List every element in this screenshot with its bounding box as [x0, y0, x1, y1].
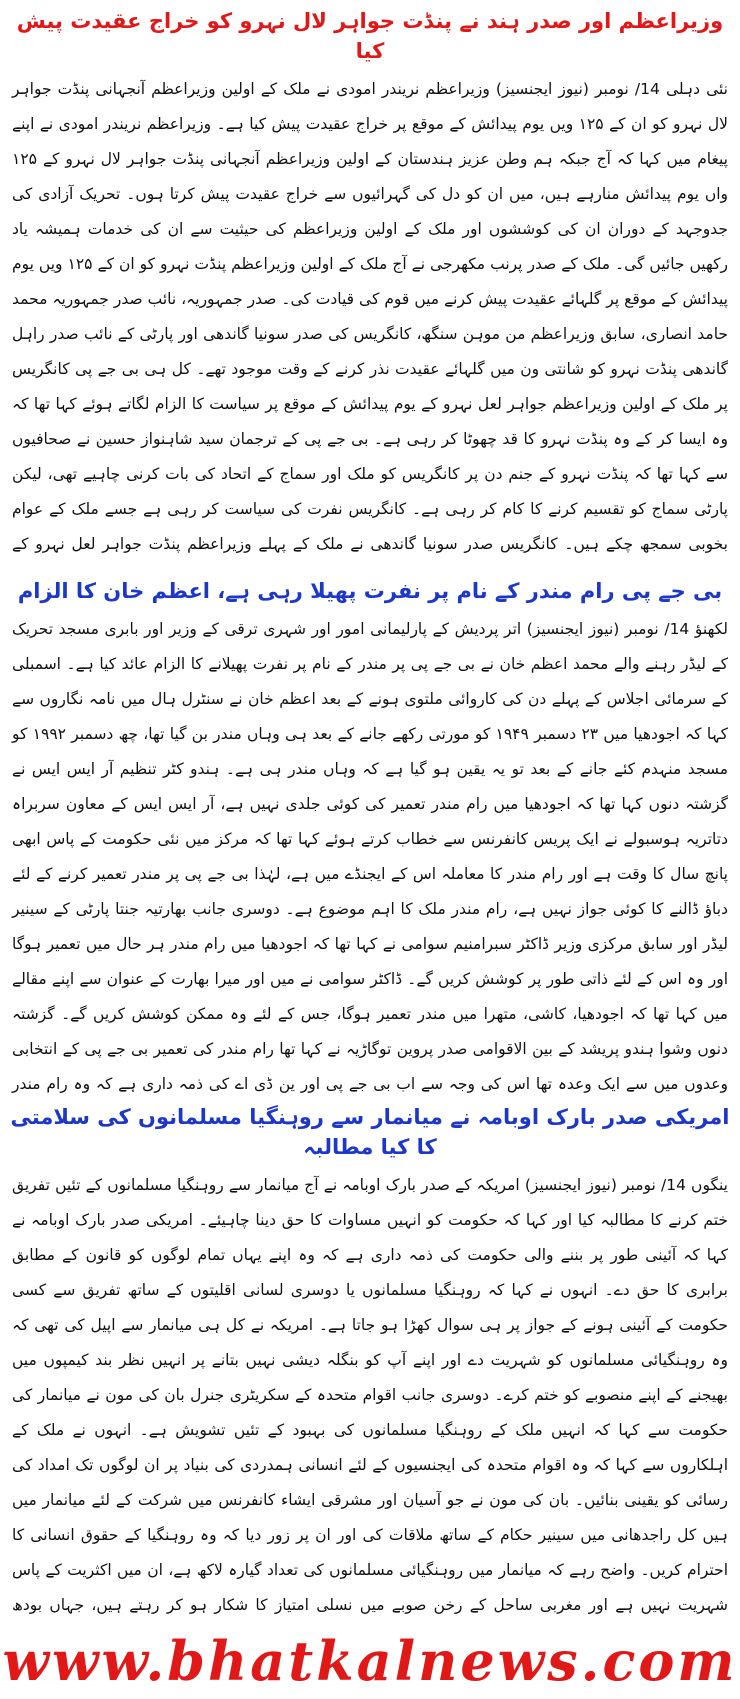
article-headline: امریکی صدر بارک اوبامہ نے میانمار سے روہنگیا مسلمانوں کی سلامتی کا کیا مطالبہ [10, 1105, 730, 1159]
article-azam-khan [10, 576, 730, 1096]
site-url-watermark: www.bhatkalnews.com [2, 1629, 738, 1693]
article-body: ینگوں 14/ نومبر (نیوز ایجنسیز) امریکہ کے صدر بارک اوبامہ نے آج میانمار سے روہنگیا مسلمانوں کے تئیں تفریق ختم کرنے کا مطالبہ کیا اور کہا کہ حکومت کو انہیں مساوات کا حق دینا چاہیئے۔ امریکی صدر بارک اوبامہ نے کہا کہ آئینی طور پر بننے والی حکومت کی ذمہ داری ہے کہ وہ اپنے یہاں تمام لوگوں کو قانون کے مطابق برابری کا حق دے۔ انہوں نے کہا کہ روہنگیا مسلمانوں یا دوسری لسانی اقلیتوں کے ساتھ تفریق سے کسی حکومت کے آئینی ہونے کے جواز پر ہی سوال کھڑا ہو جاتا ہے۔ امریکہ نے کل ہی میانمار سے اپیل کی تھی کہ وہ روہنگیائی مسلمانوں کو شہریت دے اور اپنے آپ کو بنگلہ دیشی نہیں بتانے پر انہیں نظر بند کیمپوں میں بھیجنے کے اپنے منصوبے کو ختم کرے۔ دوسری جانب اقوام متحدہ کے سکریٹری جنرل بان کی مون نے میانمار کی حکومت سے کہا کہ انہیں ملک کے روہنگیا مسلمانوں کی بہبود کے تئیں تشویش ہے۔ انہوں نے ملک کے اہلکاروں سے کہا کہ وہ اقوام متحدہ کی ایجنسیوں کے لئے انسانی ہمدردی کی بنیاد پر ان لوگوں تک امداد کی رسائی کو یقینی بنائیں۔ بان کی مون نے جو آسیان اور مشرقی ایشاء کانفرنس میں شرکت کے لئے میانمار میں ہیں کل راجدھانی میں سینیر حکام کے ساتھ ملاقات کی اور ان پر زور دیا کہ وہ روہنگیا کے حقوق انسانی کا احترام کریں۔ واضح رہے کہ میانمار میں روہنگیائی مسلمانوں کی تعداد گیارہ لاکھ ہے، ان میں اکثریت کے پاس شہریت نہیں ہے اور مغربی ساحل کے رخن صوبے میں نسلی امتیاز کا شکار ہو کر رہتے ہیں، جہاں بودھ [12, 1176, 728, 1614]
article-headline: وزیراعظم اور صدر ہند نے پنڈت جواہر لال نہرو کو خراج عقیدت پیش کیا [16, 9, 724, 63]
article-body: لکھنؤ 14/ نومبر (نیوز ایجنسیز) اتر پردیش کے پارلیمانی امور اور شہری ترقی کے وزیر اور بابری مسجد تحریک کے لیڈر رہنے والے محمد اعظم خان نے بی جے پی پر مندر کے نام پر نفرت پھیلانے کا الزام عائد کیا ہے۔ اسمبلی کے سرمائی اجلاس کے پہلے دن کی کاروائی ملتوی ہونے کے بعد اعظم خان نے سنٹرل ہال میں نامہ نگاروں سے کہا کہ اجودھیا میں ۲۳ دسمبر ۱۹۴۹ کو مورتی رکھے جانے کے بعد ہی وہاں مندر بن گیا تھا، چھ دسمبر ۱۹۹۲ کو مسجد منہدم کئے جانے کے بعد تو یہ یقین ہو گیا ہے کہ وہاں مندر ہی ہے۔ ہندو کٹر تنظیم آر ایس ایس نے گزشتہ دنوں کہا تھا کہ اجودھیا میں رام مندر تعمیر کی کوئی جلدی نہیں ہے، آر ایس ایس کے معاون سربراہ دتاتریہ ہوسبولے نے ایک پریس کانفرنس سے خطاب کرتے ہوئے کہا تھا کہ مرکز میں نئی حکومت کے پاس ابھی پانچ سال کا وقت ہے اور رام مندر کا معاملہ اس کے ایجنڈے میں ہے، لہٰذا بی جے پی پر مندر تعمیر کرنے کے لئے دباؤ ڈالنے کا کوئی جواز نہیں ہے، رام مندر ملک کا اہم موضوع ہے۔ دوسری جانب بھارتیہ جنتا پارٹی کے سینیر لیڈر اور سابق مرکزی وزیر ڈاکٹر سبرامنیم سوامی نے کہا تھا کہ اجودھیا میں رام مندر ہر حال میں تعمیر ہوگا اور وہ اس کے لئے ذاتی طور پر کوشش کریں گے۔ ڈاکٹر سوامی نے میں اور میرا بھارت کے عنوان سے اپنے مقالے میں کہا تھا کہ اجودھیا، کاشی، متھرا میں مندر تعمیر ہوگا، جس کے لئے وہ ممکن کوشش کریں گے۔ گزشتہ دنوں وشوا ہندو پریشد کے بین الاقوامی صدر پروین توگاڑیہ نے کہا تھا رام مندر کی تعمیر بی جے پی کے انتخابی وعدوں میں سے ایک وعدہ تھا اس کی وجہ سے اب بی جے پی اور ین ڈی اے کی ذمہ داری ہے کہ وہ رام مندر [12, 620, 728, 1093]
article-body: نئی دہلی 14/ نومبر (نیوز ایجنسیز) وزیراعظم نریندر امودی نے ملک کے اولین وزیراعظم آنجہانی پنڈت جواہر لال نہرو کو ان کے ۱۲۵ ویں یوم پیدائش کے موقع پر خراج عقیدت پیش کیا ہے۔ وزیراعظم نریندر امودی نے اپنے پیغام میں کہا کہ آج جبکہ ہم وطن عزیز ہندستان کے اولین وزیراعظم آنجہانی پنڈت جواہر لال نہرو کے ۱۲۵ واں یوم پیدائش منارہے ہیں، میں ان کو دل کی گہرائیوں سے خراج عقیدت پیش کرتا ہوں۔ تحریک آزادی کی جدوجہد کے دوران ان کی کوششوں اور ملک کے اولین وزیراعظم کی حیثیت سے ان کی خدمات ہمیشہ یاد رکھیں جائیں گی۔ ملک کے صدر پرنب مکھرجی نے آج ملک کے اولین وزیراعظم پنڈت نہرو کو ان کے ۱۲۵ ویں یوم پیدائش کے موقع پر گلہائے عقیدت پیش کرنے میں قوم کی قیادت کی۔ صدر جمہوریہ، نائب صدر جمہوریہ محمد حامد انصاری، سابق وزیراعظم من موہن سنگھ، کانگریس کی صدر سونیا گاندھی اور پارٹی کے نائب صدر راہل گاندھی پنڈت نہرو کو شانتی ون میں گلہائے عقیدت نذر کرنے کے وقت موجود تھے۔ کل ہی بی جے پی کانگریس پر ملک کے اولین وزیراعظم جواہر لعل نہرو کے یوم پیدائش کے موقع پر سیاست کا الزام لگاتے ہوئے کہا تھا کہ وہ ایسا کر کے وہ پنڈت نہرو کا قد چھوٹا کر رہی ہے۔ بی جے پی کے ترجمان سید شاہنواز حسین نے صحافیوں سے کہا تھا کہ پنڈت نہرو کے جنم دن پر کانگریس کو ملک اور سماج کے اتحاد کی بات کرنی چاہیے تھی، لیکن پارٹی سماج کو تقسیم کرنے کا کام کر رہی ہے۔ کانگریس نفرت کی سیاست کر رہی ہے جسے ملک کے عوام بخوبی سمجھ چکے ہیں۔ کانگریس صدر سونیا گاندھی نے ملک کے پہلے وزیراعظم پنڈت جواہر لعل نہرو کے [12, 80, 728, 553]
article-headline: بی جے پی رام مندر کے نام پر نفرت پھیلا رہی ہے، اعظم خان کا الزام [17, 579, 723, 603]
article-nehru-tribute [10, 6, 730, 566]
article-obama-rohingya [10, 1102, 730, 1622]
